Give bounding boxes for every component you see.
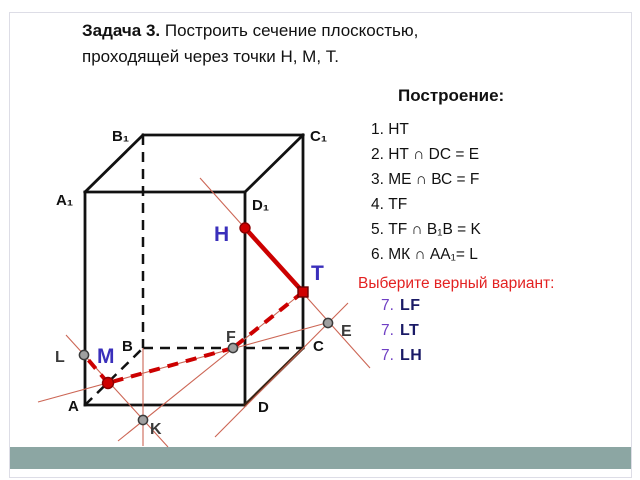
step-4: 4. ТF xyxy=(371,196,408,213)
step-1: 1. НТ xyxy=(371,121,409,138)
option-lf-label: LF xyxy=(399,297,421,314)
step-6: 6. МК ∩ АА₁= L xyxy=(371,246,478,263)
point-m-dot xyxy=(103,378,114,389)
point-k-dot xyxy=(138,415,147,424)
construction-heading: Построение: xyxy=(398,86,505,105)
section-hidden-edges xyxy=(85,292,303,383)
section-edge-ht xyxy=(245,228,303,292)
task-number: Задача 3. xyxy=(82,21,161,40)
label-m: M xyxy=(97,345,115,368)
label-k: K xyxy=(150,421,162,438)
hidden-edges xyxy=(85,135,303,405)
step-3: 3. МЕ ∩ ВС = F xyxy=(371,171,480,188)
solid-edges xyxy=(85,135,303,405)
step-2: 2. НТ ∩ DC = E xyxy=(371,146,480,163)
option-lt-number: 7. xyxy=(381,322,394,339)
label-b: B xyxy=(122,338,133,355)
option-lt-label: LT xyxy=(399,322,420,339)
choose-variant-prompt: Выберите верный вариант: xyxy=(358,275,555,292)
line-m-f-e-construction xyxy=(38,322,330,402)
label-t: T xyxy=(311,262,324,285)
label-c1: C₁ xyxy=(310,128,328,145)
edge-d1c1 xyxy=(245,135,303,192)
label-f: F xyxy=(226,329,236,346)
constructed-point-labels xyxy=(55,323,352,438)
label-c: C xyxy=(313,338,324,355)
option-lh-number: 7. xyxy=(381,347,394,364)
point-e-dot xyxy=(323,318,332,327)
label-e: E xyxy=(341,323,352,340)
task-text: Построить сечение плоскостью, xyxy=(160,21,419,40)
point-t-dot xyxy=(298,287,308,297)
label-h: H xyxy=(214,223,230,246)
figure-points xyxy=(79,223,332,425)
label-b1: B₁ xyxy=(112,128,130,145)
point-l-dot xyxy=(79,350,88,359)
label-d: D xyxy=(258,399,269,416)
label-d1: D₁ xyxy=(252,197,270,214)
label-a: A xyxy=(68,398,79,415)
option-lh-label: LH xyxy=(399,347,423,364)
construction-lines xyxy=(38,178,370,447)
label-a1: A₁ xyxy=(56,192,74,209)
point-h-dot xyxy=(240,223,250,233)
step-5: 5. ТF ∩ В₁В = K xyxy=(371,221,481,238)
label-l: L xyxy=(55,349,65,366)
task-title-line2: проходящей через точки Н, М, Т. xyxy=(82,47,340,66)
option-lf-number: 7. xyxy=(381,297,394,314)
